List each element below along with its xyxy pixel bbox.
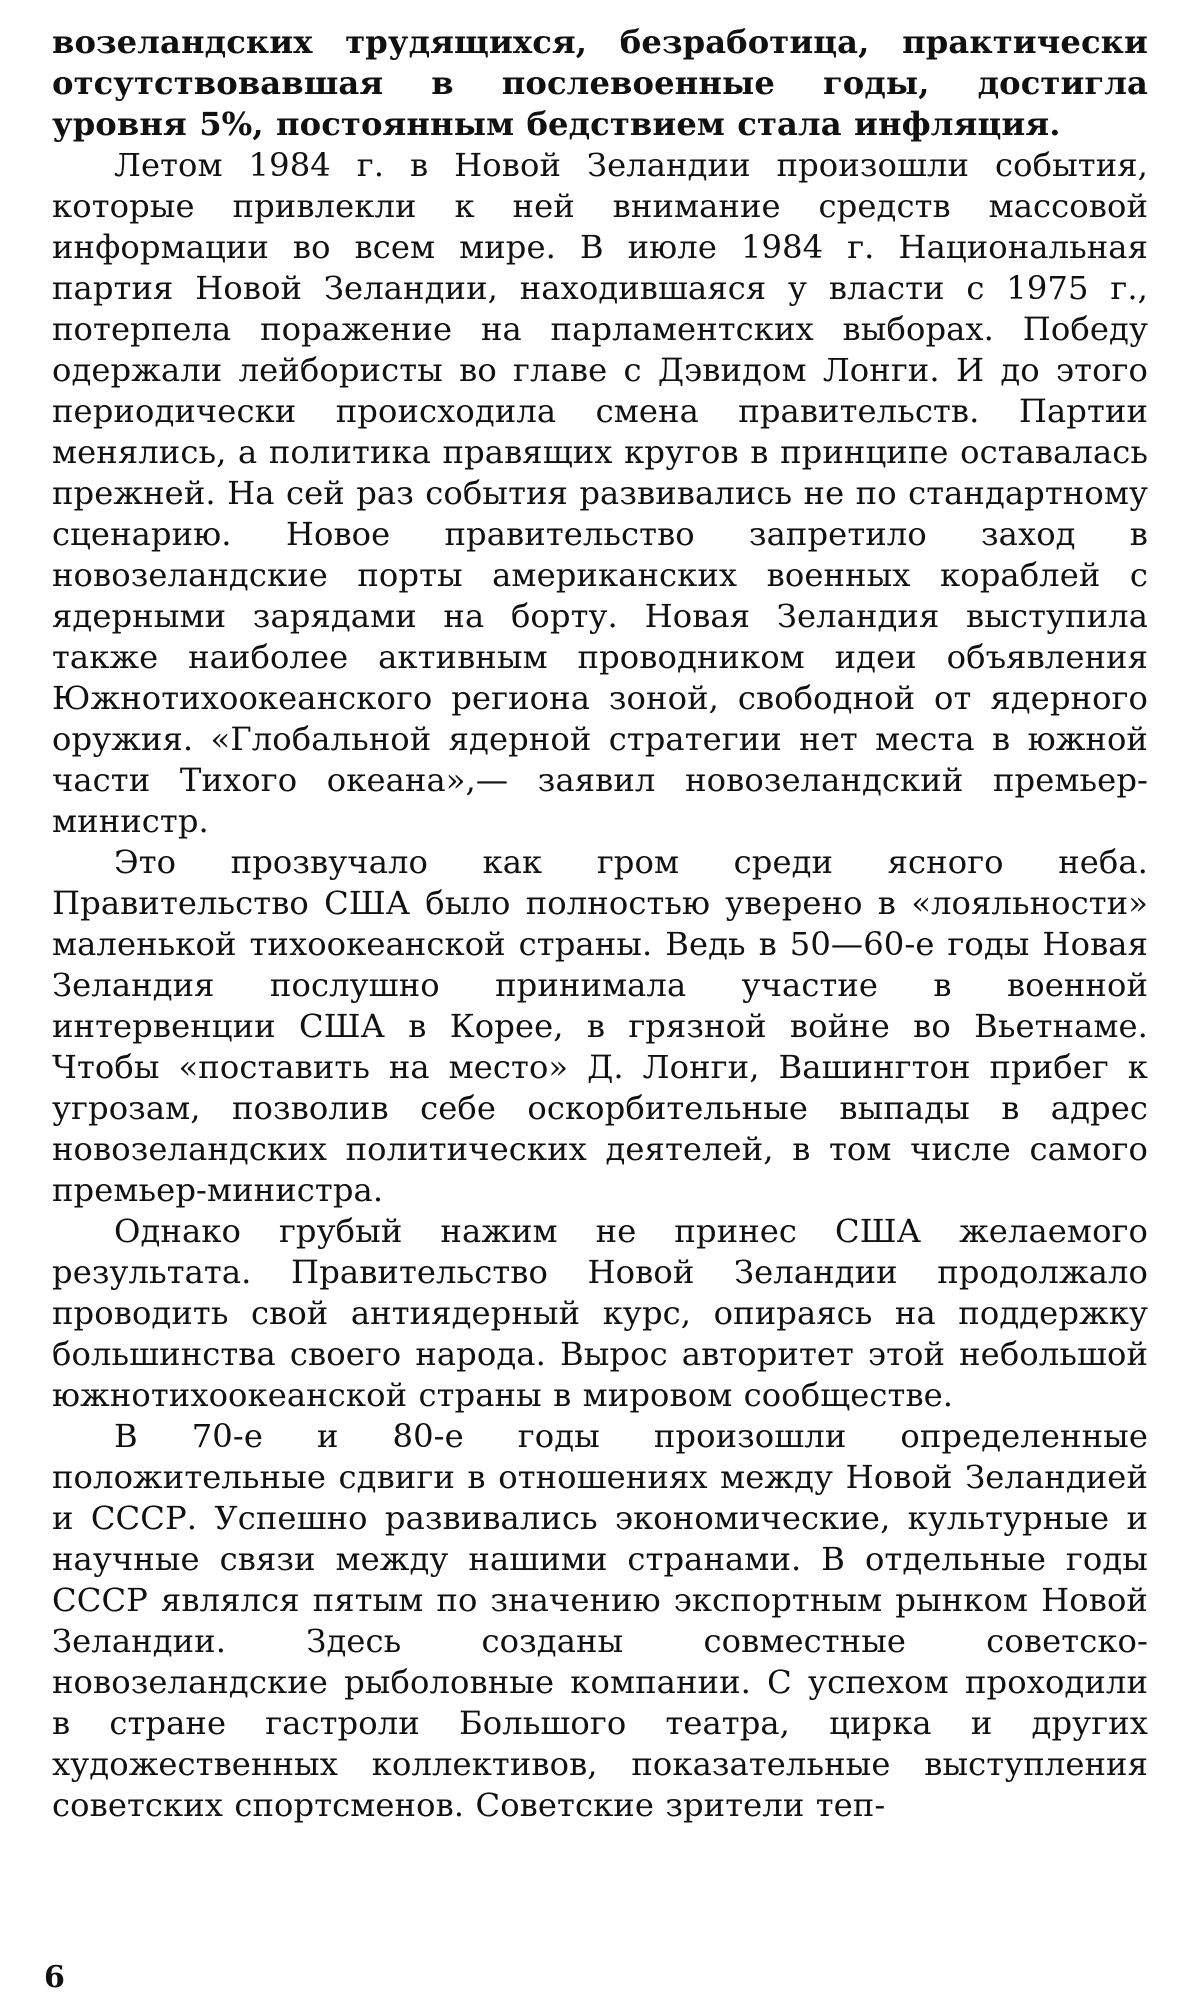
paragraph-ussr-relations: В 70-е и 80-е годы произошли определенные положительные сдвиги в отношениях между Новой Зеландией и СССР. Успешно развивались экономические, культурные и научные связи между нашими странами. В отдельные годы СССР являлся пятым по значению экспортным рынком Новой Зеландии. Здесь созданы совместные советско-новозеландские рыболовные компании. С успехом проходили в стране гастроли Большого театра, цирка и других художественных коллективов, показательные выступления советских спортсменов. Советские зрители теп- (52, 1417, 1148, 1824)
paragraph-us-reaction: Это прозвучало как гром среди ясного неба. Правительство США было полностью уверено в «лояльности» маленькой тихоокеанской страны. Ведь в 50—60-е годы Новая Зеландия послушно принимала участие в военной интервенции США в Корее, в грязной войне во Вьетнаме. Чтобы «поставить на место» Д. Лонги, Вашингтон прибег к угрозам, позволив себе оскорбительные выпады в адрес новозеландских политических деятелей, в том числе самого премьер-министра. (52, 843, 1148, 1209)
page-number: 6 (44, 1960, 65, 1995)
paragraph-1984-elections: Летом 1984 г. в Новой Зеландии произошли события, которые привлекли к ней внимание средств массовой информации во всем мире. В июле 1984 г. Национальная партия Новой Зеландии, находившаяся у власти с 1975 г., потерпела поражение на парламентских выборах. Победу одержали лейбористы во главе с Дэвидом Лонги. И до этого периодически происходила смена правительств. Партии менялись, а политика правящих кругов в принципе оставалась прежней. На сей раз события развивались не по стандартному сценарию. Новое правительство запретило заход в новозеландские порты американских военных кораблей с ядерными зарядами на борту. Новая Зеландия выступила также наиболее активным проводником идеи объявления Южнотихоокеанского региона зоной, свободной от ядерного оружия. «Глобальной ядерной стратегии нет места в южной части Тихого океана»,— заявил новозеландский премьер-министр. (52, 146, 1148, 840)
text-column (52, 22, 1148, 1826)
paragraph-continuation: возеландских трудящихся, безработица, практически отсутствовавшая в послевоенные годы, достигла уровня 5%, постоянным бедствием стала инфляция. (52, 23, 1148, 143)
paragraph-pressure-result: Однако грубый нажим не принес США желаемого результата. Правительство Новой Зеландии продолжало проводить свой антиядерный курс, опираясь на поддержку большинства своего народа. Вырос авторитет этой небольшой южнотихоокеанской страны в мировом сообществе. (52, 1212, 1148, 1414)
